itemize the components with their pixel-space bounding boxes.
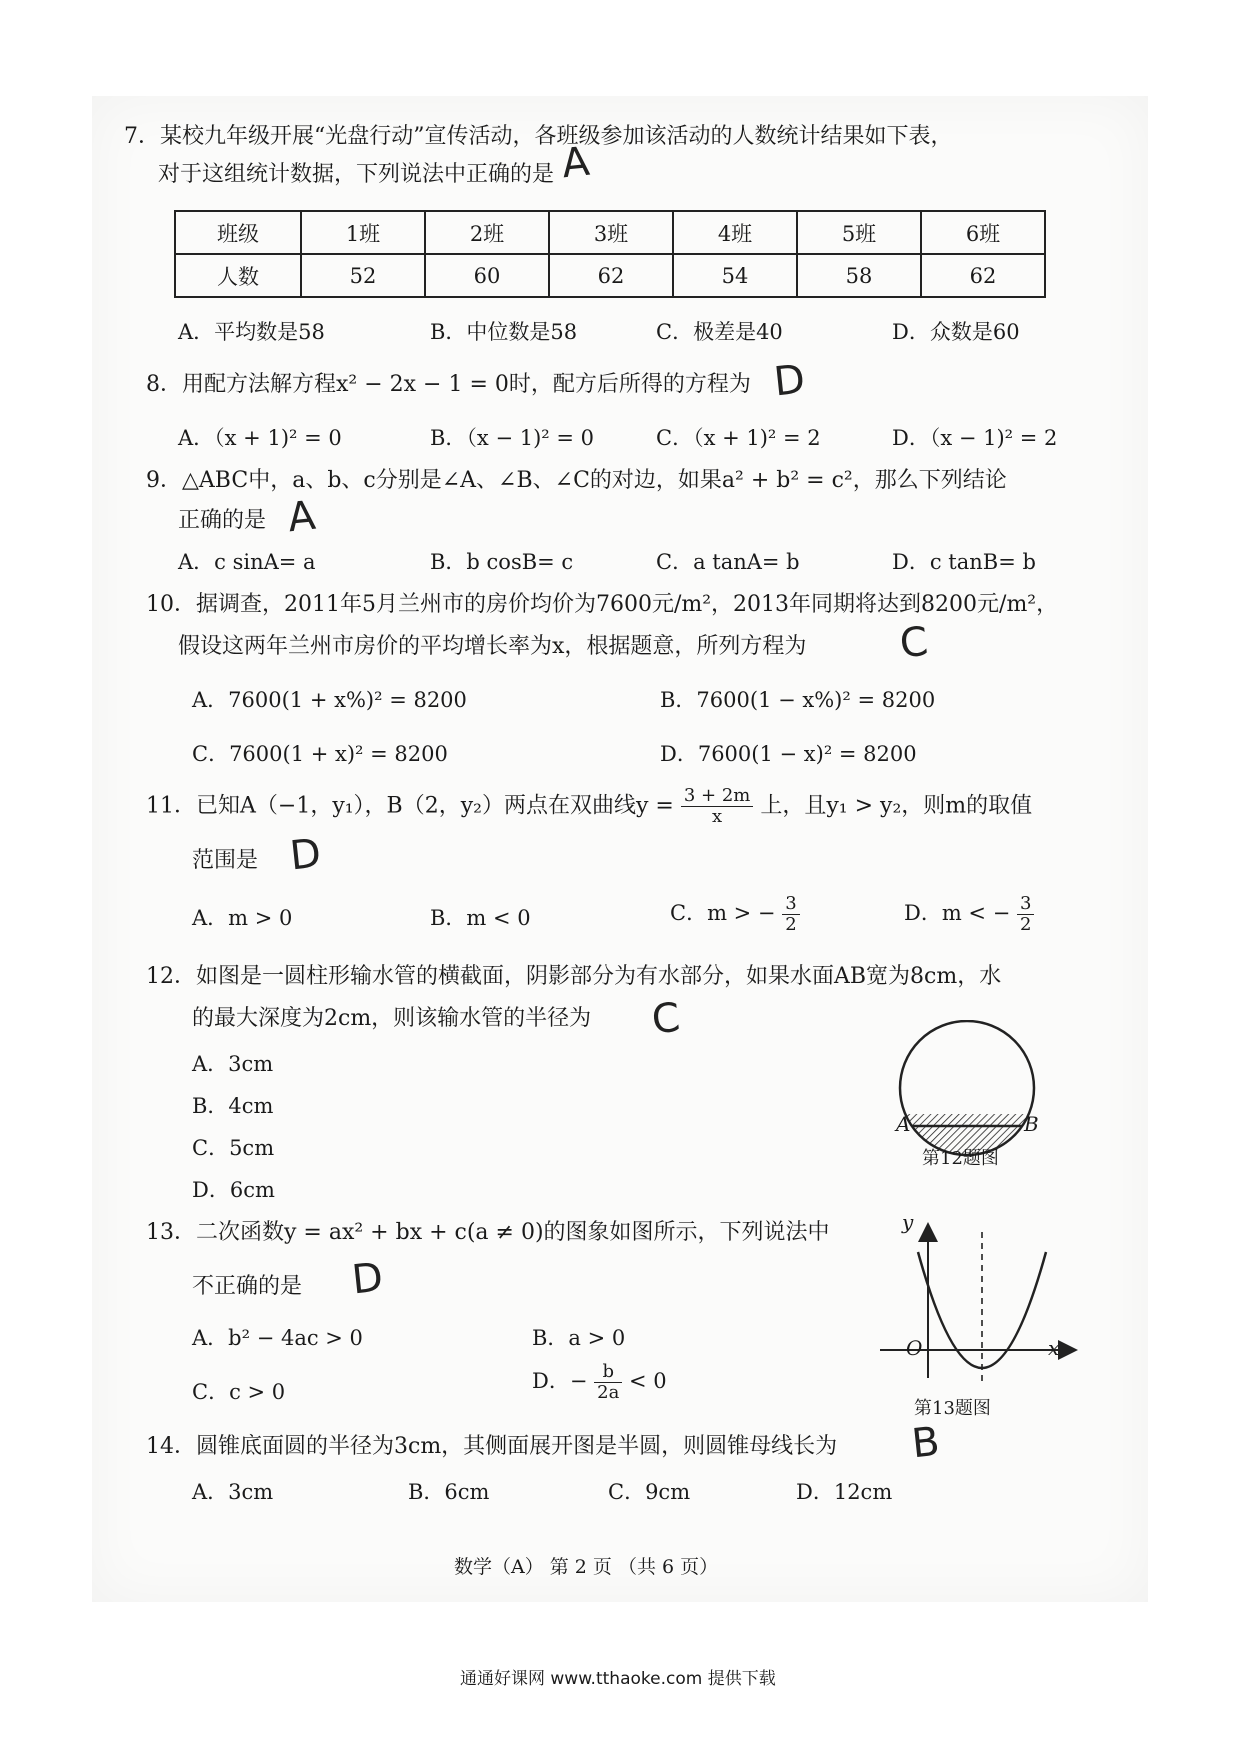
q13-option-a: A．b² − 4ac > 0 — [192, 1326, 363, 1350]
q13-axis-y-label: y — [902, 1210, 914, 1234]
q12-label-a: A — [896, 1112, 911, 1136]
fraction-denominator: 2a — [597, 1382, 620, 1403]
q11-hyperbola-fraction — [681, 786, 754, 827]
table-cell: 4班 — [673, 211, 797, 254]
q9-option-b: B．b cosB= c — [430, 550, 574, 574]
table-cell: 1班 — [301, 211, 425, 254]
q12-option-b: B．4cm — [192, 1094, 274, 1118]
table-cell: 62 — [921, 254, 1045, 297]
q7-option-c: C．极差是40 — [656, 320, 783, 344]
q12-line1: 12．如图是一圆柱形输水管的横截面，阴影部分为有水部分，如果水面AB宽为8cm，水 — [146, 964, 1002, 989]
fraction-denominator: 2 — [1019, 914, 1032, 935]
table-cell: 人数 — [175, 254, 301, 297]
q10-line1: 10．据调查，2011年5月兰州市的房价均价为7600元/m²，2013年同期将达到8200元/m²， — [146, 592, 1059, 617]
fraction-numerator: 3 — [782, 894, 799, 915]
q8-stem: 8．用配方法解方程x² − 2x − 1 = 0时，配方后所得的方程为 — [146, 372, 751, 397]
q13-option-d-prefix: D．− — [532, 1369, 588, 1393]
q8-option-a: A．（x + 1)² = 0 — [178, 426, 342, 450]
table-cell: 52 — [301, 254, 425, 297]
q9-option-c: C．a tanA= b — [656, 550, 800, 574]
q13-handwritten-answer: D — [349, 1254, 386, 1304]
q10-handwritten-answer: C — [897, 618, 931, 668]
q13-line2: 不正确的是 — [192, 1274, 303, 1299]
q11-option-d — [904, 894, 1034, 935]
fraction-numerator: b — [594, 1362, 622, 1383]
q10-line2: 假设这两年兰州市房价的平均增长率为x，根据题意，所列方程为 — [178, 634, 807, 659]
table-cell: 60 — [425, 254, 549, 297]
q11-option-d-fraction — [1017, 894, 1034, 935]
table-cell: 班级 — [175, 211, 301, 254]
table-cell: 3班 — [549, 211, 673, 254]
q9-handwritten-answer: A — [285, 492, 318, 542]
q11-option-a: A．m > 0 — [192, 906, 293, 930]
q13-axis-x-label: x — [1048, 1336, 1060, 1360]
table-row — [175, 254, 1045, 297]
q13-origin-label: O — [906, 1336, 923, 1360]
q7-handwritten-answer: A — [559, 138, 592, 188]
table-cell: 62 — [549, 254, 673, 297]
fraction-numerator: 3 + 2m — [681, 786, 754, 807]
q14-option-c: C．9cm — [608, 1480, 691, 1504]
q13-option-d-fraction — [594, 1362, 622, 1403]
q11-line2: 范围是 — [192, 848, 259, 873]
table-cell: 6班 — [921, 211, 1045, 254]
q14-option-a: A．3cm — [192, 1480, 274, 1504]
q11-option-b: B．m < 0 — [430, 906, 531, 930]
fraction-numerator: 3 — [1017, 894, 1034, 915]
q11-stem — [146, 786, 1032, 827]
q11-stem-pre: 11．已知A（−1，y₁），B（2，y₂）两点在双曲线y = — [146, 793, 674, 819]
q12-line2: 的最大深度为2cm，则该输水管的半径为 — [192, 1006, 592, 1031]
q8-handwritten-answer: D — [771, 356, 808, 406]
q11-option-c-fraction — [782, 894, 799, 935]
q13-option-c: C．c > 0 — [192, 1380, 286, 1404]
q7-line2: 对于这组统计数据，下列说法中正确的是 — [158, 162, 555, 187]
q12-handwritten-answer: C — [649, 994, 683, 1044]
q9-line2: 正确的是 — [178, 508, 267, 533]
q13-option-b: B．a > 0 — [532, 1326, 626, 1350]
q14-handwritten-answer: B — [909, 1418, 942, 1468]
q7-line1: 7．某校九年级开展“光盘行动”宣传活动，各班级参加该活动的人数统计结果如下表， — [124, 124, 953, 149]
q10-option-c: C．7600(1 + x)² = 8200 — [192, 742, 448, 766]
page-footer: 数学（A） 第 2 页 （共 6 页） — [454, 1556, 719, 1578]
q13-line1: 13．二次函数y = ax² + bx + c(a ≠ 0)的图象如图所示，下列说法中 — [146, 1220, 830, 1245]
table-cell: 58 — [797, 254, 921, 297]
q7-stat-table — [174, 210, 1046, 298]
table-cell: 5班 — [797, 211, 921, 254]
q10-option-b: B．7600(1 − x%)² = 8200 — [660, 688, 936, 712]
q11-option-d-text: D．m < − — [904, 901, 1011, 925]
q14-stem: 14．圆锥底面圆的半径为3cm，其侧面展开图是半圆，则圆锥母线长为 — [146, 1434, 838, 1459]
table-cell: 54 — [673, 254, 797, 297]
fraction-denominator: 2 — [785, 914, 797, 935]
q7-option-d: D．众数是60 — [892, 320, 1020, 344]
q12-option-a: A．3cm — [192, 1052, 274, 1076]
q8-option-c: C．（x + 1)² = 2 — [656, 426, 821, 450]
q12-figure-caption: 第12题图 — [922, 1148, 999, 1169]
q8-option-b: B．（x − 1)² = 0 — [430, 426, 595, 450]
q11-option-c — [670, 894, 800, 935]
q14-option-b: B．6cm — [408, 1480, 490, 1504]
q7-option-a: A．平均数是58 — [178, 320, 325, 344]
q13-figure-caption: 第13题图 — [914, 1398, 991, 1419]
q9-line1: 9．△ABC中，a、b、c分别是∠A、∠B、∠C的对边，如果a² + b² = c²，那么下列结论 — [146, 468, 1007, 493]
q12-option-d: D．6cm — [192, 1178, 275, 1202]
table-cell: 2班 — [425, 211, 549, 254]
q13-option-d-suffix: < 0 — [629, 1369, 667, 1393]
q11-option-c-text: C．m > − — [670, 901, 776, 925]
watermark-text: 通通好课网 www.tthaoke.com 提供下载 — [460, 1669, 776, 1689]
q7-option-b: B．中位数是58 — [430, 320, 578, 344]
q11-stem-post: 上，且y₁ > y₂，则m的取值 — [760, 793, 1033, 819]
q10-option-d: D．7600(1 − x)² = 8200 — [660, 742, 917, 766]
q13-option-d — [532, 1362, 667, 1403]
q11-handwritten-answer: D — [287, 830, 324, 880]
fraction-denominator: x — [712, 806, 723, 827]
q9-option-a: A．c sinA= a — [178, 550, 316, 574]
q10-option-a: A．7600(1 + x%)² = 8200 — [192, 688, 467, 712]
table-row — [175, 211, 1045, 254]
q9-option-d: D．c tanB= b — [892, 550, 1036, 574]
q13-parabola-figure — [870, 1218, 1090, 1388]
q12-label-b: B — [1024, 1112, 1039, 1136]
q14-option-d: D．12cm — [796, 1480, 893, 1504]
q8-option-d: D．（x − 1)² = 2 — [892, 426, 1058, 450]
q12-option-c: C．5cm — [192, 1136, 275, 1160]
